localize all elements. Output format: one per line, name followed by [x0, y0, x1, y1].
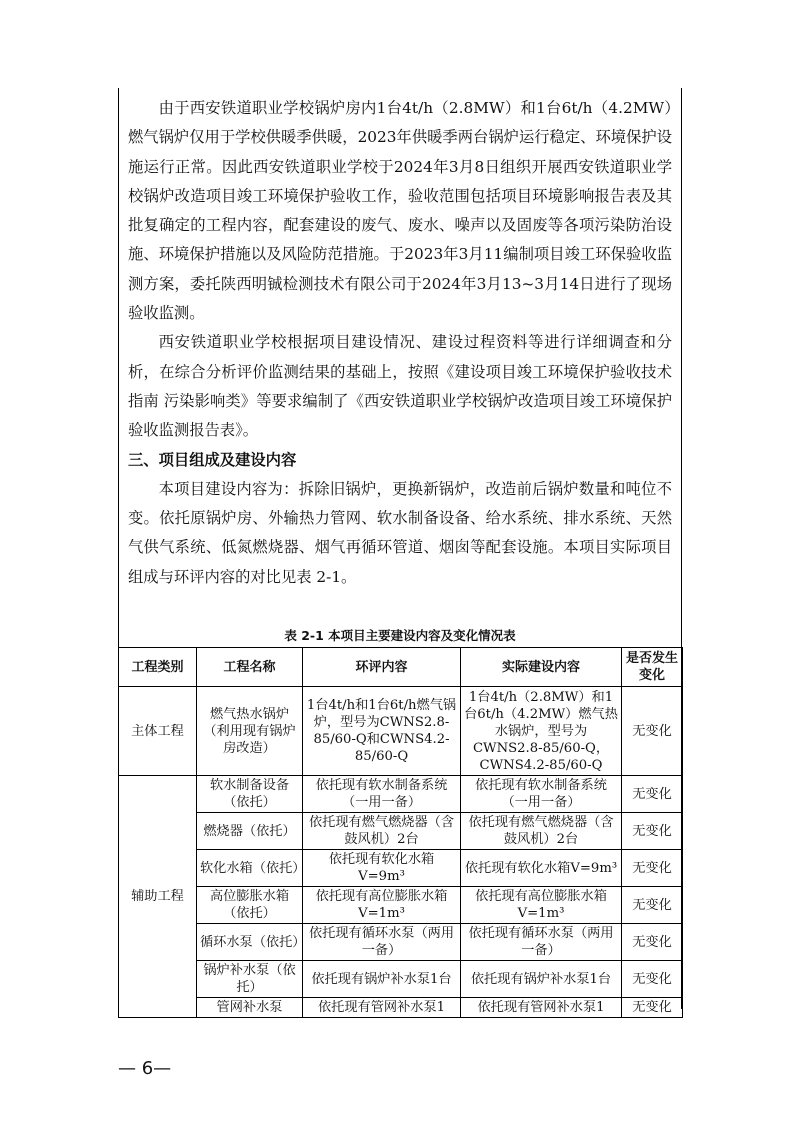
table-row: [119, 924, 683, 961]
name-cell: 燃气热水锅炉（利用现有锅炉房改造）: [197, 687, 303, 776]
table-row: [119, 813, 683, 850]
actual-cell: 依托现有软水制备系统（一用一备）: [461, 776, 622, 813]
actual-cell: 依托现有循环水泵（两用一备）: [461, 924, 622, 961]
actual-cell: 依托现有管网补水泵1: [461, 998, 622, 1018]
paragraph-1: 由于西安铁道职业学校锅炉房内1台4t/h（2.8MW）和1台6t/h（4.2MW）燃气锅炉仅用于学校供暖季供暖，2023年供暖季两台锅炉运行稳定、环境保护设施运行正常。因此西安铁道职业学校于2024年3月8日组织开展西安铁道职业学校锅炉改造项目竣工环境保护验收工作，验收范围包括项目环境影响报告表及其批复确定的工程内容，配套建设的废气、废水、噪声以及固废等各项污染防治设施、环境保护措施以及风险防范措施。于2023年3月11编制项目竣工环保验收监测方案，委托陕西明铖检测技术有限公司于2024年3月13~3月14日进行了现场验收监测。: [128, 99, 672, 323]
changed-cell: 无变化: [622, 850, 683, 887]
name-cell: 锅炉补水泵（依托）: [197, 961, 303, 998]
changed-cell: 无变化: [622, 961, 683, 998]
actual-cell: 1台4t/h（2.8MW）和1台6t/h（4.2MW）燃气热水锅炉，型号为CWNS2.8-85/60-Q，CWNS4.2-85/60-Q: [461, 687, 622, 776]
eia-cell: 依托现有软化水箱V=9m³: [303, 850, 461, 887]
section-paragraph: 本项目建设内容为：拆除旧锅炉，更换新锅炉，改造前后锅炉数量和吨位不变。依托原锅炉房、外输热力管网、软水制备设备、给水系统、排水系统、天然气供气系统、低氮燃烧器、烟气再循环管道、烟囱等配套设施。本项目实际项目组成与环评内容的对比见表 2-1。: [128, 479, 672, 586]
changed-cell: 无变化: [622, 998, 683, 1018]
text-block: [118, 94, 682, 592]
header-actual: 实际建设内容: [461, 648, 622, 687]
changed-cell: 无变化: [622, 924, 683, 961]
table-caption: 表 2-1 本项目主要建设内容及变化情况表: [284, 628, 516, 643]
table-row: [119, 687, 683, 776]
eia-cell: 依托现有高位膨胀水箱V=1m³: [303, 887, 461, 924]
eia-cell: 依托现有锅炉补水泵1台: [303, 961, 461, 998]
paragraph-2: 西安铁道职业学校根据项目建设情况、建设过程资料等进行详细调查和分析，在综合分析评价监测结果的基础上，按照《建设项目竣工环境保护验收技术指南 污染影响类》等要求编制了《西安铁道职业学校锅炉改造项目竣工环境保护验收监测报告表》。: [128, 333, 672, 440]
page-number: — 6—: [118, 1058, 172, 1079]
header-changed: 是否发生变化: [622, 648, 683, 687]
construction-table: [118, 647, 683, 1018]
category-cell: 主体工程: [119, 687, 197, 776]
changed-cell: 无变化: [622, 813, 683, 850]
actual-cell: 依托现有高位膨胀水箱V=1m³: [461, 887, 622, 924]
section-heading: 三、项目组成及建设内容: [128, 450, 297, 469]
name-cell: 循环水泵（依托）: [197, 924, 303, 961]
name-cell: 高位膨胀水箱（依托）: [197, 887, 303, 924]
actual-cell: 依托现有锅炉补水泵1台: [461, 961, 622, 998]
eia-cell: 依托现有管网补水泵1: [303, 998, 461, 1018]
changed-cell: 无变化: [622, 776, 683, 813]
eia-cell: 依托现有软水制备系统（一用一备）: [303, 776, 461, 813]
name-cell: 管网补水泵: [197, 998, 303, 1018]
table-row: [119, 776, 683, 813]
header-eia: 环评内容: [303, 648, 461, 687]
name-cell: 软水制备设备（依托）: [197, 776, 303, 813]
table-wrapper: [118, 628, 682, 1018]
name-cell: 软化水箱（依托）: [197, 850, 303, 887]
changed-cell: 无变化: [622, 887, 683, 924]
changed-cell: 无变化: [622, 687, 683, 776]
name-cell: 燃烧器（依托）: [197, 813, 303, 850]
eia-cell: 依托现有燃气燃烧器（含鼓风机）2台: [303, 813, 461, 850]
actual-cell: 依托现有燃气燃烧器（含鼓风机）2台: [461, 813, 622, 850]
eia-cell: 1台4t/h和1台6t/h燃气锅炉，型号为CWNS2.8-85/60-Q和CWNS4.2-85/60-Q: [303, 687, 461, 776]
table-row: [119, 887, 683, 924]
eia-cell: 依托现有循环水泵（两用一备）: [303, 924, 461, 961]
category-cell: 辅助工程: [119, 776, 197, 1018]
table-row: [119, 961, 683, 998]
table-header-row: [119, 648, 683, 687]
actual-cell: 依托现有软化水箱V=9m³: [461, 850, 622, 887]
table-row: [119, 850, 683, 887]
header-category: 工程类别: [119, 648, 197, 687]
header-name: 工程名称: [197, 648, 303, 687]
table-row: [119, 998, 683, 1018]
